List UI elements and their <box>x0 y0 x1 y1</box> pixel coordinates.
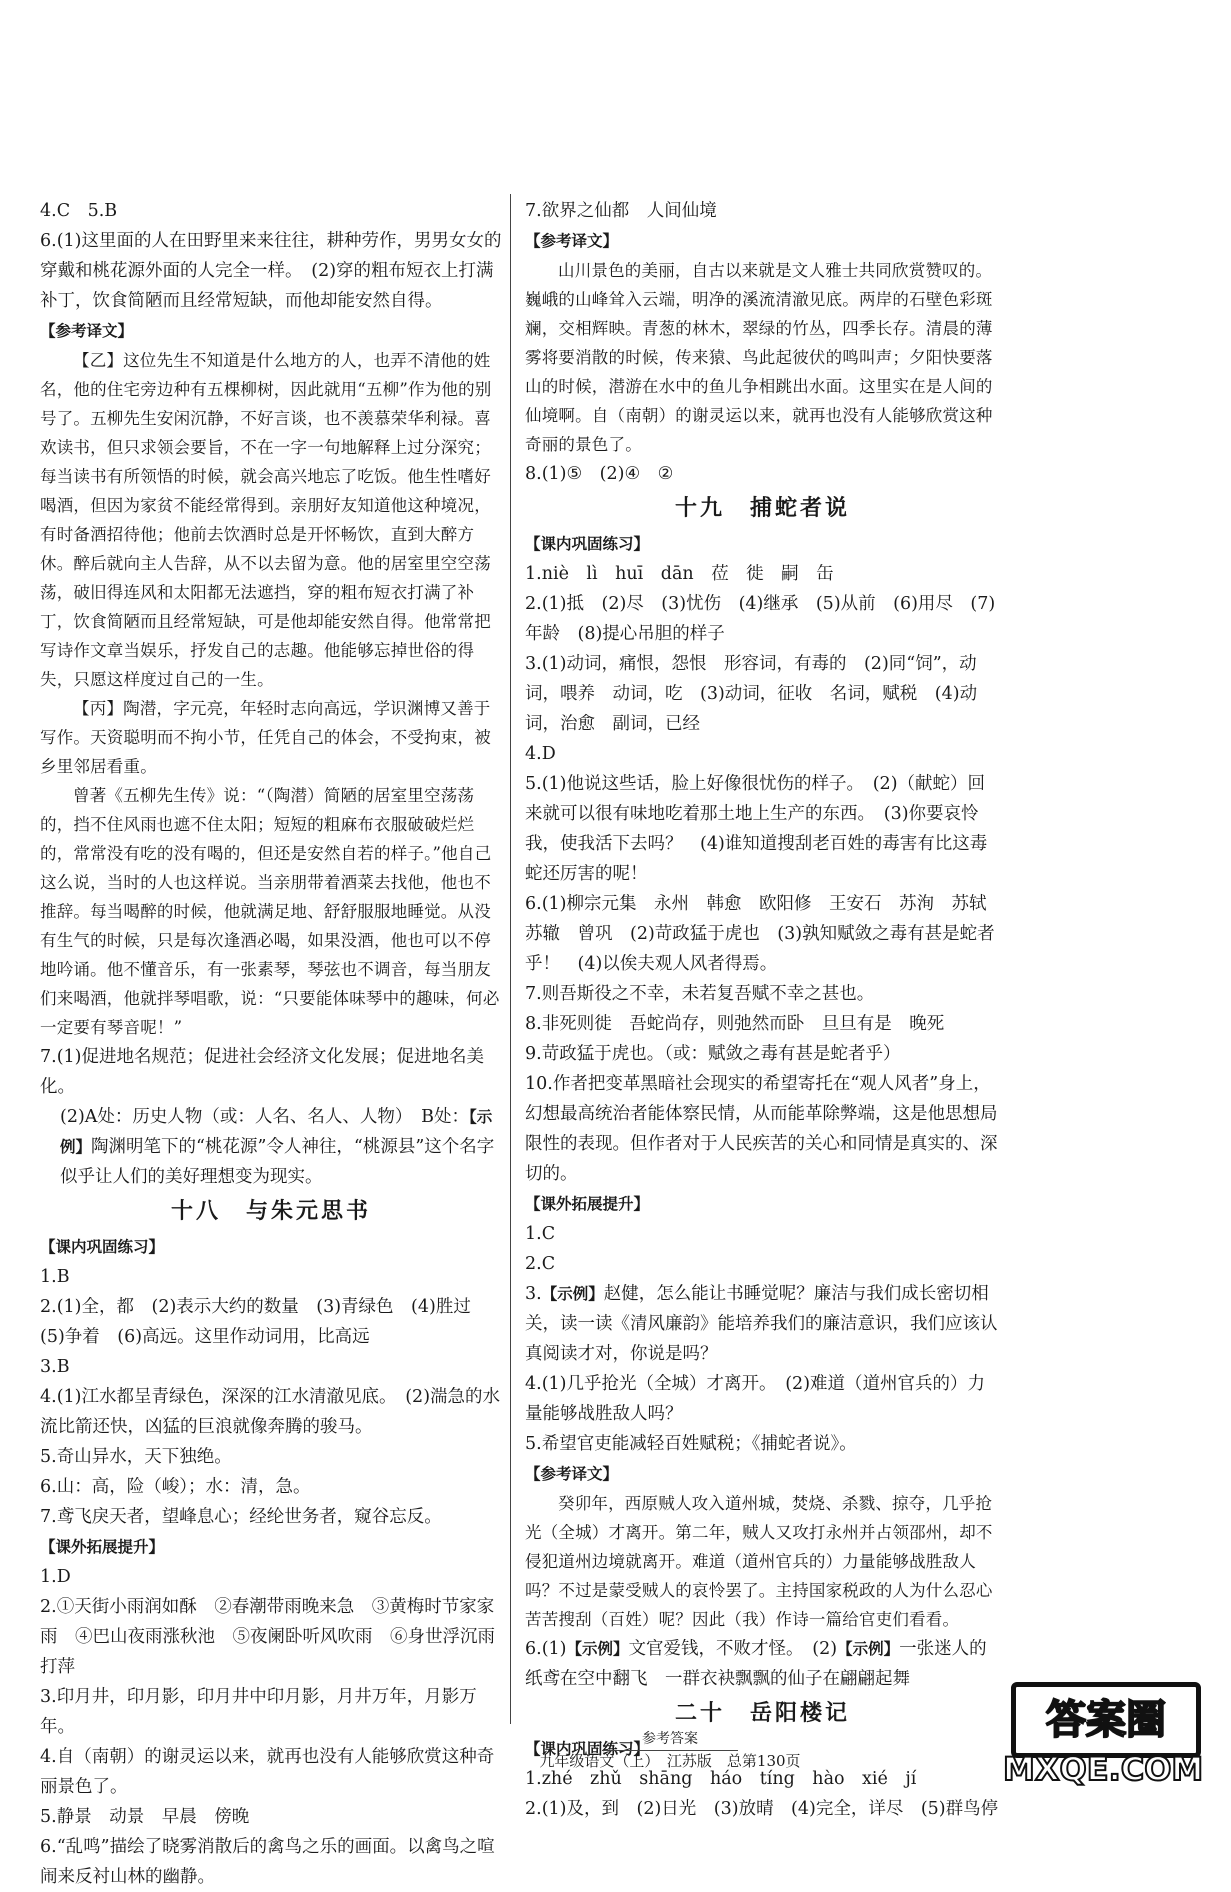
list-item: 8.非死则徙 吾蛇尚存，则弛然而卧 旦旦有是 晚死 <box>525 1014 945 1034</box>
reference-translation-label: 【参考译文】 <box>525 1465 619 1483</box>
extension-label: 【课外拓展提升】 <box>525 1195 650 1213</box>
footer-info: 九年级语文（上） 江苏版 总第130页 <box>539 1752 801 1770</box>
in-class-practice-label: 【课内巩固练习】 <box>40 1238 165 1256</box>
example-tag: 【示例】 <box>60 1108 493 1156</box>
answer-7-2 <box>40 1102 502 1192</box>
left-column <box>40 196 502 1892</box>
list-item: 4.(1)江水都呈青绿色，深深的江水清澈见底。 (2)湍急的水流比箭还快，凶猛的巨浪就像奔腾的骏马。 <box>40 1387 501 1437</box>
reference-translation-label: 【参考译文】 <box>525 232 619 250</box>
list-item: 9.苛政猛于虎也。（或：赋敛之毒有甚是蛇者乎） <box>525 1044 901 1064</box>
list-item: 3.印月井，印月影，印月井中印月影，月井万年，月影万年。 <box>40 1687 477 1737</box>
example-tag: 【示例】 <box>541 1285 604 1303</box>
column-divider <box>510 194 511 1724</box>
answer-7-2-text: (2)A处：历史人物（或：人名、名人、人物） B处： <box>60 1107 470 1127</box>
example-tag: 【示例】 <box>566 1640 629 1658</box>
in-class-practice-label: 【课内巩固练习】 <box>525 1740 650 1758</box>
reference-translation-label: 【参考译文】 <box>40 322 134 340</box>
answer-7-1: 7.(1)促进地名规范；促进社会经济文化发展；促进地名美化。 <box>40 1047 484 1097</box>
list-item: 2.C <box>525 1254 556 1274</box>
answer-4-5: 4.C 5.B <box>40 201 118 221</box>
translation-yi: 【乙】这位先生不知道是什么地方的人，也弄不清他的姓名，他的住宅旁边种有五棵柳树，因此就用“五柳”作为他的别号了。五柳先生安闲沉静，不好言谈，也不羡慕荣华利禄。喜欢读书，但只求领会要旨，不在一字一句地解释上过分深究；每当读书有所领悟的时候，就会高兴地忘了吃饭。他生性嗜好喝酒，但因为家贫不能经常得到。亲朋好友知道他这种境况，有时备酒招待他；他前去饮酒时总是开怀畅饮，直到大醉方休。醉后就向主人告辞，从不以去留为意。他的居室里空空荡荡，破旧得连风和太阳都无法遮挡，穿的粗布短衣打满了补丁，饮食简陋而且经常短缺，可是他却能安然自得。他常常把写诗作文章当娱乐，抒发自己的志趣。他能够忘掉世俗的得失，只愿这样度过自己的一生。 <box>40 351 492 689</box>
section-title-19: 十九 捕蛇者说 <box>674 496 850 521</box>
list-item: 1.niè lì huī dān 莅 徙 嗣 缶 <box>525 564 834 584</box>
footer-label: 参考答案 <box>602 1729 738 1751</box>
translation-block <box>525 256 1000 459</box>
answer-7-2-example: 陶渊明笔下的“桃花源”令人神往，“桃源县”这个名字似乎让人们的美好理想变为现实。 <box>60 1137 495 1187</box>
answer-8: 8.(1)⑤ (2)④ ② <box>525 464 674 484</box>
item-text: 赵健，怎么能让书睡觉呢？廉洁与我们成长密切相关，读一读《清风廉韵》能培养我们的廉洁意识，我们应该认真阅读才对，你说是吗？ <box>525 1284 998 1364</box>
list-item: 1.D <box>40 1567 71 1587</box>
page-footer <box>420 1728 920 1772</box>
section-title-20: 二十 岳阳楼记 <box>674 1701 850 1726</box>
answer-7: 7.欲界之仙都 人间仙境 <box>525 201 717 221</box>
watermark-logo <box>1003 1678 1213 1790</box>
translation-block <box>525 1489 1000 1634</box>
list-item: 5.奇山异水，天下独绝。 <box>40 1447 232 1467</box>
in-class-practice-label: 【课内巩固练习】 <box>525 535 650 553</box>
list-item: 7.则吾斯役之不幸，未若复吾赋不幸之甚也。 <box>525 984 875 1004</box>
list-item: 1.C <box>525 1224 556 1244</box>
list-item: 4.自（南朝）的谢灵运以来，就再也没有人能够欣赏这种奇丽景色了。 <box>40 1747 495 1797</box>
list-item: 6.(1)柳宗元集 永州 韩愈 欧阳修 王安石 苏洵 苏轼 苏辙 曾巩 (2)苛政猛于虎也 (3)孰知赋敛之毒有甚是蛇者乎！ (4)以俟夫观人风者得焉。 <box>525 894 1004 974</box>
extension-label: 【课外拓展提升】 <box>40 1538 165 1556</box>
watermark-url: MXQE.COM <box>1003 1750 1204 1788</box>
item-number: 6.(1) <box>525 1639 567 1659</box>
list-item: 4.D <box>525 744 556 764</box>
list-item <box>525 1279 1000 1369</box>
list-item: 6.“乱鸣”描绘了晓雾消散后的禽鸟之乐的画面。以禽鸟之喧闹来反衬山林的幽静。 <box>40 1837 495 1887</box>
item-number: 3. <box>525 1284 542 1304</box>
list-item: 2.(1)全，都 (2)表示大约的数量 (3)青绿色 (4)胜过 (5)争着 (6)高远。这里作动词用，比高远 <box>40 1297 489 1347</box>
item-text: 一张迷人的纸鸢在空中翻飞 一群衣袂飘飘的仙子在翩翩起舞 <box>525 1639 987 1689</box>
translation-block <box>40 346 502 1042</box>
list-item: 1.zhé zhǔ shāng háo tíng hào xié jí <box>525 1769 917 1789</box>
list-item: 3.B <box>40 1357 70 1377</box>
list-item: 1.B <box>40 1267 70 1287</box>
watermark-logo-text: 答案圈 <box>1011 1682 1201 1758</box>
list-item: 5.静景 动景 早晨 傍晚 <box>40 1807 250 1827</box>
item-text: 文官爱钱，不败才怪。 (2) <box>628 1639 838 1659</box>
translation-text: 癸卯年，西原贼人攻入道州城，焚烧、杀戮、掠夺，几乎抢光（全城）才离开。第二年，贼人又攻打永州并占领邵州，却不侵犯道州边境就离开。难道（道州官兵的）力量能够战胜敌人吗？不过是蒙受贼人的哀怜罢了。主持国家税政的人为什么忍心苦苦搜刮（百姓）呢？因此（我）作诗一篇给官吏们看看。 <box>525 1494 993 1629</box>
list-item: 5.(1)他说这些话，脸上好像很忧伤的样子。 (2)（献蛇）回来就可以很有味地吃着那土地上生产的东西。 (3)你要哀怜我，使我活下去吗？ (4)谁知道搜刮老百姓的毒害有比这毒蛇还厉害的呢！ <box>525 774 988 884</box>
answer-6: 6.(1)这里面的人在田野里来来往往，耕种劳作，男男女女的穿戴和桃花源外面的人完全一样。 (2)穿的粗布短衣上打满补丁，饮食简陋而且经常短缺，而他却能安然自得。 <box>40 231 502 311</box>
list-item: 2.(1)及，到 (2)日光 (3)放晴 (4)完全，详尽 (5)群鸟停 <box>525 1799 999 1819</box>
list-item: 2.①天街小雨润如酥 ②春潮带雨晚来急 ③黄梅时节家家雨 ④巴山夜雨涨秋池 ⑤夜阑卧听风吹雨 ⑥身世浮沉雨打萍 <box>40 1597 495 1677</box>
right-column <box>525 196 1004 1824</box>
list-item: 7.鸢飞戾天者，望峰息心；经纶世务者，窥谷忘反。 <box>40 1507 442 1527</box>
translation-bing-1: 【丙】陶潜，字元亮，年轻时志向高远，学识渊博又善于写作。天资聪明而不拘小节，任凭自己的体会，不受拘束，被乡里邻居看重。 <box>40 699 491 776</box>
list-item: 2.(1)抵 (2)尽 (3)忧伤 (4)继承 (5)从前 (6)用尽 (7)年龄 (8)提心吊胆的样子 <box>525 594 996 644</box>
list-item: 3.(1)动词，痛恨，怨恨 形容词，有毒的 (2)同“饲”，动词，喂养 动词，吃 (3)动词，征收 名词，赋税 (4)动词，治愈 副词，已经 <box>525 654 978 734</box>
list-item: 5.希望官吏能减轻百姓赋税；《捕蛇者说》。 <box>525 1434 857 1454</box>
example-tag: 【示例】 <box>837 1640 900 1658</box>
list-item: 4.(1)几乎抢光（全城）才离开。 (2)难道（道州官兵的）力量能够战胜敌人吗？ <box>525 1374 986 1424</box>
list-item <box>525 1634 1000 1694</box>
section-title-18: 十八 与朱元思书 <box>170 1199 371 1224</box>
translation-text: 山川景色的美丽，自古以来就是文人雅士共同欣赏赞叹的。巍峨的山峰耸入云端，明净的溪流清澈见底。两岸的石壁色彩斑斓，交相辉映。青葱的林木，翠绿的竹丛，四季长存。清晨的薄雾将要消散的时候，传来猿、鸟此起彼伏的鸣叫声；夕阳快要落山的时候，潜游在水中的鱼儿争相跳出水面。这里实在是人间的仙境啊。自（南朝）的谢灵运以来，就再也没有人能够欣赏这种奇丽的景色了。 <box>525 261 993 454</box>
list-item: 10.作者把变革黑暗社会现实的希望寄托在“观人风者”身上，幻想最高统治者能体察民情，从而能革除弊端，这是他思想局限性的表现。但作者对于人民疾苦的关心和同情是真实的、深切的。 <box>525 1074 998 1184</box>
translation-bing-2: 曾著《五柳先生传》说：“（陶潜）简陋的居室里空荡荡的，挡不住风雨也遮不住太阳；短短的粗麻布衣服破破烂烂的，常常没有吃的没有喝的，但还是安然自若的样子。”他自己这么说，当时的人也这样说。当亲朋带着酒菜去找他，他也不推辞。每当喝醉的时候，他就满足地、舒舒服服地睡觉。从没有生气的时候，只是每次逢酒必喝，如果没酒，他也可以不停地吟诵。他不懂音乐，有一张素琴，琴弦也不调音，每当朋友们来喝酒，他就拌琴唱歌，说：“只要能体味琴中的趣味，何必一定要有琴音呢！” <box>40 786 500 1037</box>
list-item: 6.山：高，险（峻）；水：清，急。 <box>40 1477 311 1497</box>
